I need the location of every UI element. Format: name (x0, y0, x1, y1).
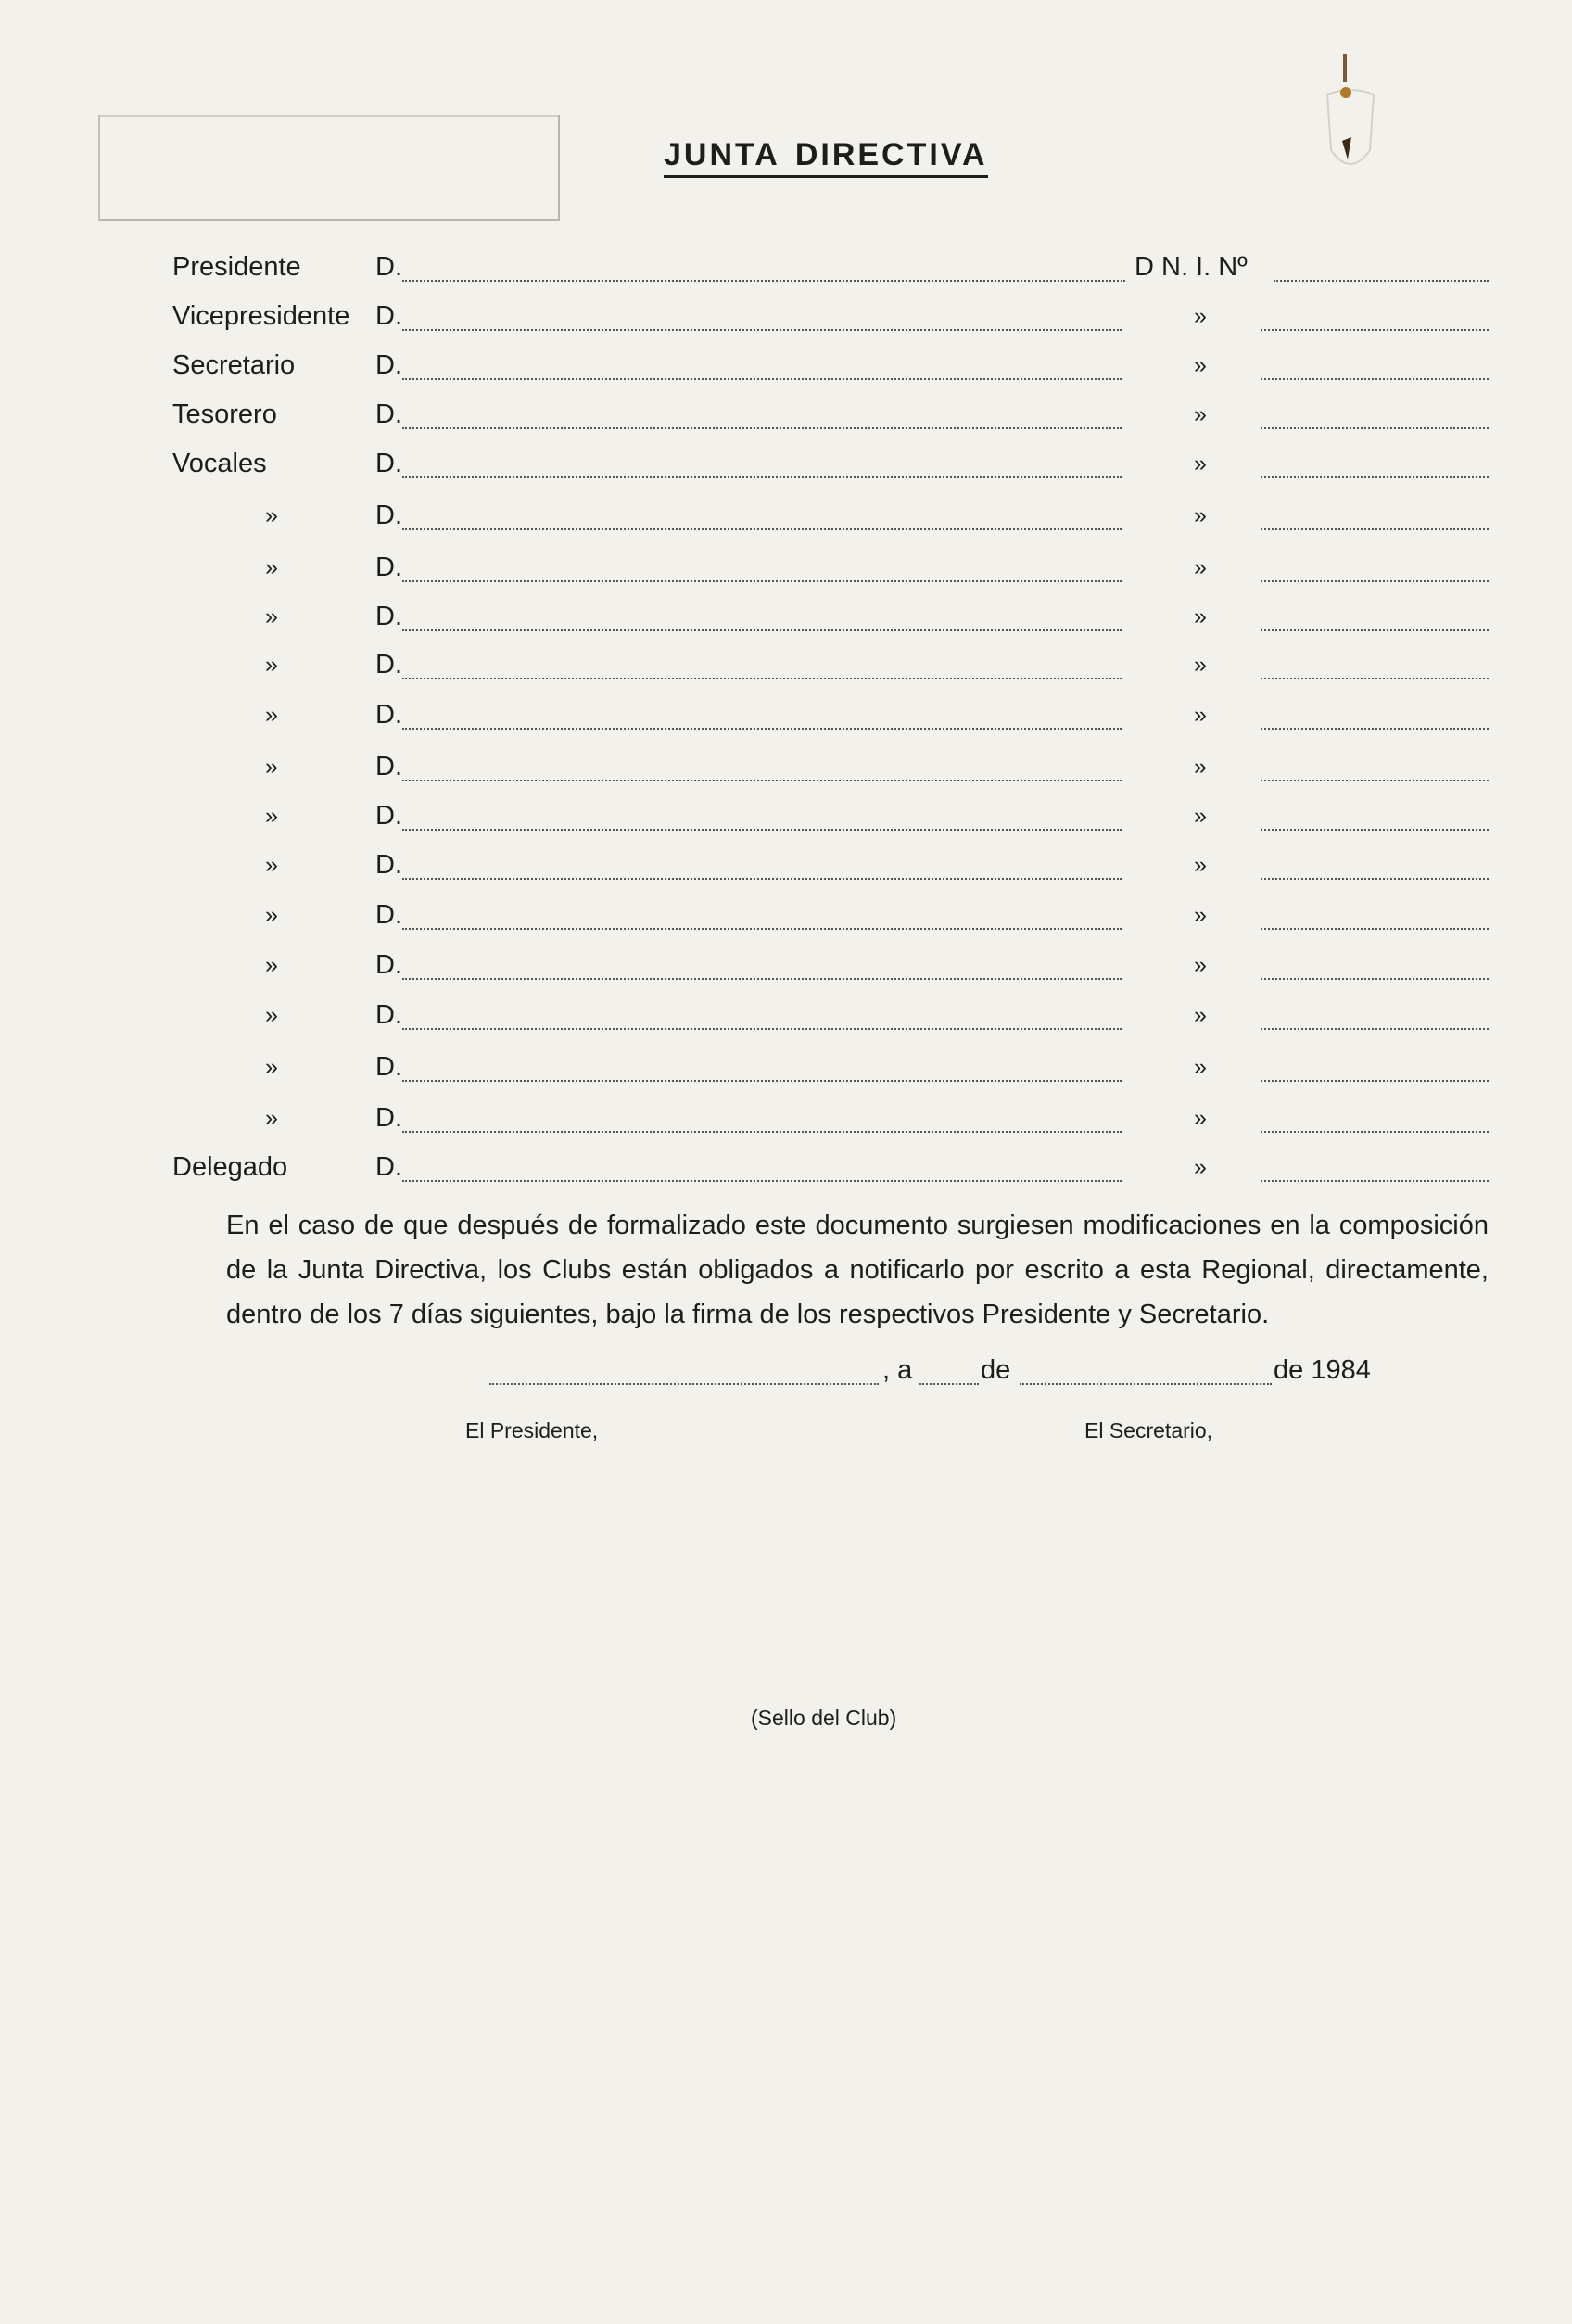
name-field[interactable] (402, 728, 1122, 730)
member-row (0, 801, 1572, 838)
role-label: » (265, 803, 278, 829)
name-prefix: D. (375, 1152, 402, 1182)
name-field[interactable] (402, 629, 1122, 631)
dni-field[interactable] (1261, 728, 1489, 730)
dni-field[interactable] (1261, 928, 1489, 930)
role-label: Vocales (172, 449, 267, 478)
name-prefix: D. (375, 1000, 402, 1030)
ditto-mark: » (1194, 803, 1207, 829)
ditto-mark: » (1194, 902, 1207, 928)
role-label: » (265, 1054, 278, 1080)
role-label: » (265, 754, 278, 780)
name-prefix: D. (375, 950, 402, 980)
member-row (0, 552, 1572, 590)
member-row (0, 900, 1572, 937)
name-prefix: D. (375, 700, 402, 730)
member-row (0, 700, 1572, 737)
ditto-mark: » (1194, 852, 1207, 878)
role-label: » (265, 1105, 278, 1131)
role-label: Presidente (172, 252, 301, 282)
member-row (0, 1000, 1572, 1037)
member-row (0, 449, 1572, 486)
name-field[interactable] (402, 678, 1122, 679)
name-field[interactable] (402, 1180, 1122, 1182)
ditto-mark: » (1194, 1105, 1207, 1131)
ditto-mark: » (1194, 451, 1207, 476)
role-label: » (265, 1002, 278, 1028)
registry-stamp-box (98, 115, 560, 221)
date-de-label: de (981, 1355, 1011, 1385)
ditto-mark: » (1194, 1154, 1207, 1180)
role-label: » (265, 554, 278, 580)
member-row (0, 501, 1572, 538)
dni-label: D N. I. Nº (1135, 252, 1248, 282)
name-field[interactable] (402, 427, 1122, 429)
dni-field[interactable] (1274, 280, 1489, 282)
ditto-mark: » (1194, 754, 1207, 780)
member-row (0, 602, 1572, 639)
name-field[interactable] (402, 378, 1122, 380)
role-label: Secretario (172, 350, 296, 380)
club-seal-label: (Sello del Club) (751, 1706, 897, 1730)
role-label: » (265, 702, 278, 728)
name-field[interactable] (402, 580, 1122, 582)
name-field[interactable] (402, 1028, 1122, 1030)
dni-field[interactable] (1261, 1080, 1489, 1082)
president-signature-label: El Presidente, (465, 1418, 599, 1442)
dni-field[interactable] (1261, 580, 1489, 582)
name-field[interactable] (402, 528, 1122, 530)
dni-field[interactable] (1261, 528, 1489, 530)
name-prefix: D. (375, 400, 402, 429)
dni-field[interactable] (1261, 780, 1489, 781)
place-field[interactable] (489, 1383, 879, 1385)
dni-field[interactable] (1261, 427, 1489, 429)
federation-emblem-icon (1309, 48, 1392, 206)
ditto-mark: » (1194, 502, 1207, 528)
ditto-mark: » (1194, 401, 1207, 427)
date-a-label: , a (882, 1355, 913, 1385)
ditto-mark: » (1194, 1002, 1207, 1028)
member-row (0, 850, 1572, 887)
ditto-mark: » (1194, 652, 1207, 678)
title-word-1: JUNTA (664, 137, 780, 172)
member-row (0, 1103, 1572, 1140)
ditto-mark: » (1194, 303, 1207, 329)
member-row (0, 1052, 1572, 1089)
name-prefix: D. (375, 1052, 402, 1082)
role-label: » (265, 902, 278, 928)
name-prefix: D. (375, 801, 402, 831)
ditto-mark: » (1194, 702, 1207, 728)
name-field[interactable] (402, 829, 1122, 831)
date-year-label: de 1984 (1274, 1355, 1371, 1385)
dni-field[interactable] (1261, 829, 1489, 831)
dni-field[interactable] (1261, 329, 1489, 331)
name-field[interactable] (402, 928, 1122, 930)
secretary-signature-label: El Secretario, (1084, 1418, 1213, 1442)
ditto-mark: » (1194, 554, 1207, 580)
name-field[interactable] (402, 280, 1125, 282)
role-label: Tesorero (172, 400, 277, 429)
name-prefix: D. (375, 650, 402, 679)
ditto-mark: » (1194, 352, 1207, 378)
role-label: » (265, 603, 278, 629)
dni-field[interactable] (1261, 678, 1489, 679)
name-prefix: D. (375, 1103, 402, 1133)
role-label: » (265, 502, 278, 528)
name-prefix: D. (375, 900, 402, 930)
dni-field[interactable] (1261, 878, 1489, 880)
name-prefix: D. (375, 350, 402, 380)
name-field[interactable] (402, 1131, 1122, 1133)
name-prefix: D. (375, 252, 402, 282)
name-field[interactable] (402, 780, 1122, 781)
name-field[interactable] (402, 329, 1122, 331)
member-row (0, 301, 1572, 338)
member-row (0, 252, 1572, 289)
role-label: » (265, 852, 278, 878)
dni-field[interactable] (1261, 1180, 1489, 1182)
member-row (0, 350, 1572, 387)
dni-field[interactable] (1261, 629, 1489, 631)
month-field[interactable] (1020, 1383, 1272, 1385)
dni-field[interactable] (1261, 1028, 1489, 1030)
member-row (0, 400, 1572, 437)
dni-field[interactable] (1261, 476, 1489, 478)
day-field[interactable] (919, 1383, 979, 1385)
name-prefix: D. (375, 602, 402, 631)
name-field[interactable] (402, 978, 1122, 980)
ditto-mark: » (1194, 952, 1207, 978)
ditto-mark: » (1194, 603, 1207, 629)
name-prefix: D. (375, 552, 402, 582)
role-label: » (265, 652, 278, 678)
name-prefix: D. (375, 501, 402, 530)
name-field[interactable] (402, 878, 1122, 880)
name-prefix: D. (375, 752, 402, 781)
name-prefix: D. (375, 850, 402, 880)
role-label: » (265, 952, 278, 978)
dni-field[interactable] (1261, 378, 1489, 380)
notice-paragraph: En el caso de que después de formalizado este documento surgiesen modificaciones en la composición de la Junta Directiva, los Clubs están obligados a notificarlo por escrito a esta Regional, directamente, dentro de los 7 días siguientes, bajo la firma de los respectivos Presidente y Secretario. (226, 1211, 1489, 1329)
name-field[interactable] (402, 476, 1122, 478)
member-row (0, 950, 1572, 987)
member-row (0, 1152, 1572, 1189)
role-label: Delegado (172, 1152, 288, 1182)
dni-field[interactable] (1261, 978, 1489, 980)
name-prefix: D. (375, 301, 402, 331)
member-row (0, 752, 1572, 789)
dni-field[interactable] (1261, 1131, 1489, 1133)
name-prefix: D. (375, 449, 402, 478)
member-row (0, 650, 1572, 687)
title-word-2: DIRECTIVA (794, 137, 988, 172)
role-label: Vicepresidente (172, 301, 350, 331)
name-field[interactable] (402, 1080, 1122, 1082)
ditto-mark: » (1194, 1054, 1207, 1080)
page-title (664, 137, 988, 178)
